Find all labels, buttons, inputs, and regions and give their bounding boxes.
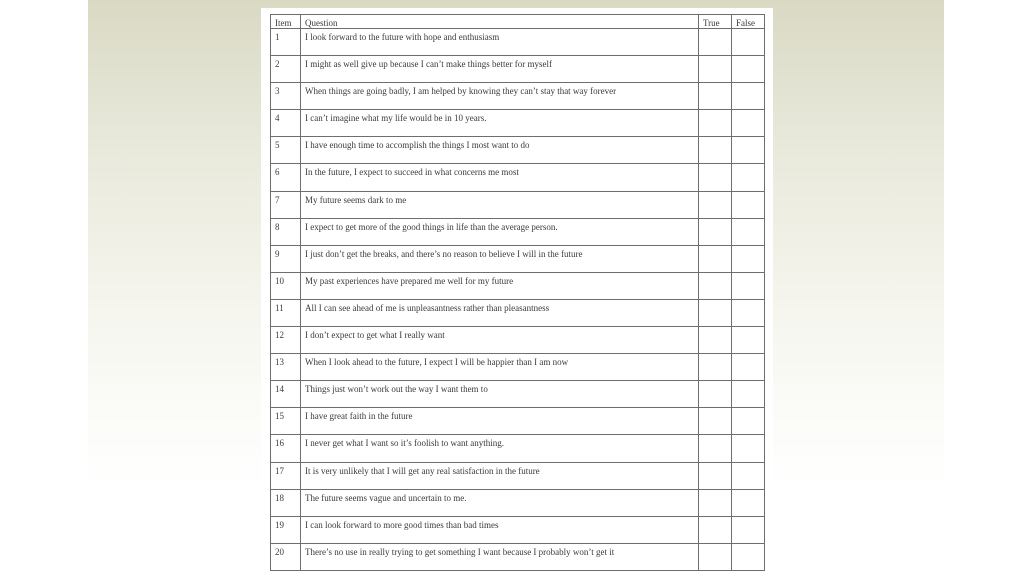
question-text: I just don’t get the breaks, and there’s no reason to believe I will in the future bbox=[301, 245, 699, 272]
table-row bbox=[271, 110, 765, 137]
table-row bbox=[271, 218, 765, 245]
false-answer-cell[interactable] bbox=[732, 489, 765, 516]
question-text: My past experiences have prepared me well for my future bbox=[301, 272, 699, 299]
item-number: 12 bbox=[271, 327, 301, 354]
table-row bbox=[271, 272, 765, 299]
true-answer-cell[interactable] bbox=[699, 489, 732, 516]
questionnaire-sheet bbox=[261, 8, 773, 576]
question-text: In the future, I expect to succeed in what concerns me most bbox=[301, 164, 699, 191]
true-answer-cell[interactable] bbox=[699, 299, 732, 326]
true-answer-cell[interactable] bbox=[699, 218, 732, 245]
false-answer-cell[interactable] bbox=[732, 299, 765, 326]
true-answer-cell[interactable] bbox=[699, 327, 732, 354]
table-row bbox=[271, 299, 765, 326]
question-text: I don’t expect to get what I really want bbox=[301, 327, 699, 354]
true-answer-cell[interactable] bbox=[699, 56, 732, 83]
item-number: 10 bbox=[271, 272, 301, 299]
question-text: When things are going badly, I am helped by knowing they can’t stay that way forever bbox=[301, 83, 699, 110]
table-row bbox=[271, 245, 765, 272]
item-number: 14 bbox=[271, 381, 301, 408]
false-answer-cell[interactable] bbox=[732, 56, 765, 83]
true-answer-cell[interactable] bbox=[699, 272, 732, 299]
questionnaire-table bbox=[270, 14, 765, 571]
question-text: It is very unlikely that I will get any real satisfaction in the future bbox=[301, 462, 699, 489]
false-answer-cell[interactable] bbox=[732, 272, 765, 299]
item-number: 9 bbox=[271, 245, 301, 272]
false-answer-cell[interactable] bbox=[732, 327, 765, 354]
question-text: Things just won’t work out the way I want them to bbox=[301, 381, 699, 408]
item-number: 8 bbox=[271, 218, 301, 245]
question-text: There’s no use in really trying to get something I want because I probably won’t get it bbox=[301, 543, 699, 570]
question-text: I can’t imagine what my life would be in 10 years. bbox=[301, 110, 699, 137]
true-answer-cell[interactable] bbox=[699, 245, 732, 272]
question-text: The future seems vague and uncertain to me. bbox=[301, 489, 699, 516]
false-answer-cell[interactable] bbox=[732, 137, 765, 164]
item-number: 3 bbox=[271, 83, 301, 110]
header-item: Item bbox=[271, 15, 301, 29]
false-answer-cell[interactable] bbox=[732, 354, 765, 381]
item-number: 4 bbox=[271, 110, 301, 137]
header-false: False bbox=[732, 15, 765, 29]
false-answer-cell[interactable] bbox=[732, 408, 765, 435]
question-text: My future seems dark to me bbox=[301, 191, 699, 218]
item-number: 11 bbox=[271, 299, 301, 326]
question-text: All I can see ahead of me is unpleasantness rather than pleasantness bbox=[301, 299, 699, 326]
table-row bbox=[271, 381, 765, 408]
true-answer-cell[interactable] bbox=[699, 543, 732, 570]
table-row bbox=[271, 137, 765, 164]
item-number: 7 bbox=[271, 191, 301, 218]
false-answer-cell[interactable] bbox=[732, 83, 765, 110]
false-answer-cell[interactable] bbox=[732, 218, 765, 245]
table-row bbox=[271, 408, 765, 435]
true-answer-cell[interactable] bbox=[699, 191, 732, 218]
true-answer-cell[interactable] bbox=[699, 462, 732, 489]
table-row bbox=[271, 56, 765, 83]
false-answer-cell[interactable] bbox=[732, 516, 765, 543]
table-row bbox=[271, 191, 765, 218]
true-answer-cell[interactable] bbox=[699, 354, 732, 381]
question-text: I look forward to the future with hope and enthusiasm bbox=[301, 29, 699, 56]
false-answer-cell[interactable] bbox=[732, 245, 765, 272]
true-answer-cell[interactable] bbox=[699, 137, 732, 164]
true-answer-cell[interactable] bbox=[699, 408, 732, 435]
false-answer-cell[interactable] bbox=[732, 435, 765, 462]
false-answer-cell[interactable] bbox=[732, 381, 765, 408]
question-text: I never get what I want so it’s foolish to want anything. bbox=[301, 435, 699, 462]
true-answer-cell[interactable] bbox=[699, 83, 732, 110]
true-answer-cell[interactable] bbox=[699, 381, 732, 408]
item-number: 19 bbox=[271, 516, 301, 543]
true-answer-cell[interactable] bbox=[699, 164, 732, 191]
item-number: 2 bbox=[271, 56, 301, 83]
true-answer-cell[interactable] bbox=[699, 29, 732, 56]
item-number: 17 bbox=[271, 462, 301, 489]
question-text: I have enough time to accomplish the things I most want to do bbox=[301, 137, 699, 164]
table-row bbox=[271, 29, 765, 56]
header-row bbox=[271, 15, 765, 29]
table-row bbox=[271, 462, 765, 489]
item-number: 16 bbox=[271, 435, 301, 462]
table-row bbox=[271, 516, 765, 543]
true-answer-cell[interactable] bbox=[699, 516, 732, 543]
table-row bbox=[271, 164, 765, 191]
table-row bbox=[271, 435, 765, 462]
question-text: I expect to get more of the good things in life than the average person. bbox=[301, 218, 699, 245]
item-number: 18 bbox=[271, 489, 301, 516]
table-row bbox=[271, 354, 765, 381]
item-number: 6 bbox=[271, 164, 301, 191]
question-text: When I look ahead to the future, I expect I will be happier than I am now bbox=[301, 354, 699, 381]
false-answer-cell[interactable] bbox=[732, 164, 765, 191]
question-text: I have great faith in the future bbox=[301, 408, 699, 435]
item-number: 15 bbox=[271, 408, 301, 435]
true-answer-cell[interactable] bbox=[699, 435, 732, 462]
item-number: 5 bbox=[271, 137, 301, 164]
item-number: 13 bbox=[271, 354, 301, 381]
false-answer-cell[interactable] bbox=[732, 110, 765, 137]
header-true: True bbox=[699, 15, 732, 29]
question-text: I might as well give up because I can’t make things better for myself bbox=[301, 56, 699, 83]
item-number: 20 bbox=[271, 543, 301, 570]
item-number: 1 bbox=[271, 29, 301, 56]
false-answer-cell[interactable] bbox=[732, 543, 765, 570]
table-row bbox=[271, 543, 765, 570]
header-question: Question bbox=[301, 15, 699, 29]
false-answer-cell[interactable] bbox=[732, 29, 765, 56]
true-answer-cell[interactable] bbox=[699, 110, 732, 137]
false-answer-cell[interactable] bbox=[732, 462, 765, 489]
table-row bbox=[271, 327, 765, 354]
false-answer-cell[interactable] bbox=[732, 191, 765, 218]
question-text: I can look forward to more good times than bad times bbox=[301, 516, 699, 543]
table-row bbox=[271, 489, 765, 516]
table-row bbox=[271, 83, 765, 110]
